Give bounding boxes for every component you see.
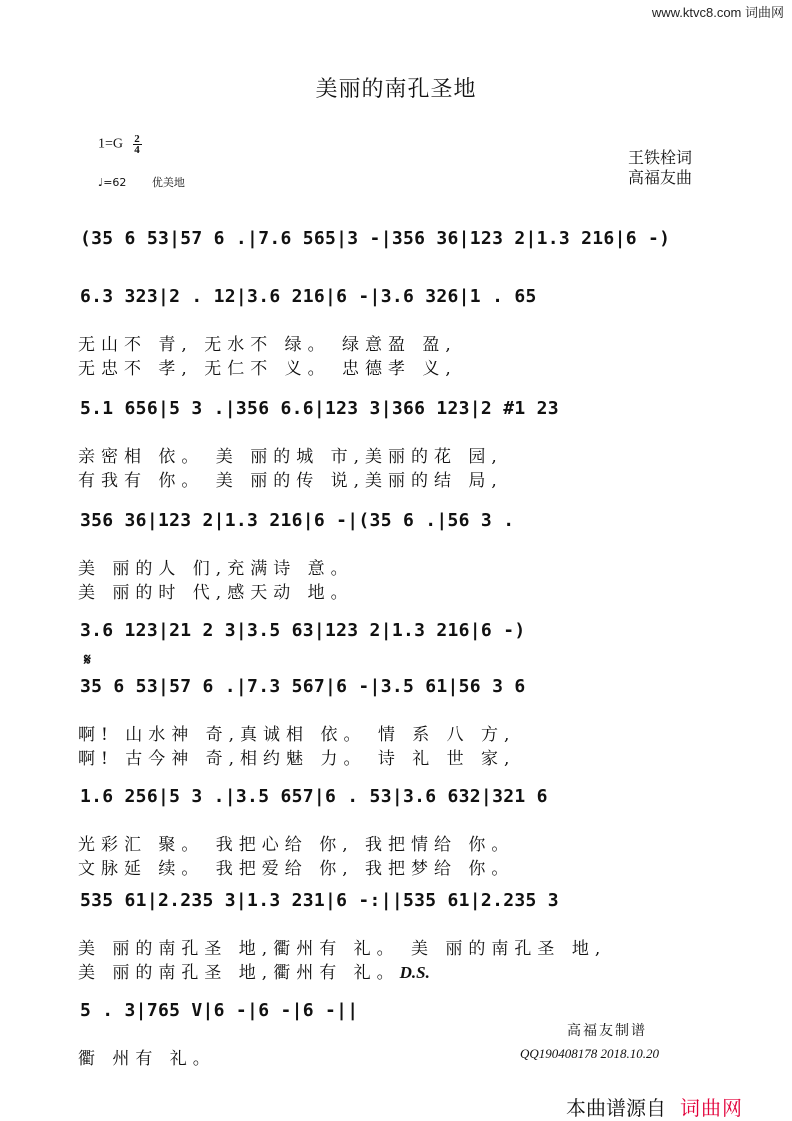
lyric-line-1: 啊! 山水神 奇,真诚相 依。 情 系 八 方, [78, 725, 516, 745]
composer: 高福友曲 [628, 168, 693, 187]
lyric-line-2: 啊! 古今神 奇,相约魅 力。 诗 礼 世 家, [78, 749, 516, 769]
key-signature [98, 134, 142, 155]
lyric-line-2: 美 丽的南孔圣 地,衢州有 礼。D.S. [78, 963, 430, 983]
time-bottom: 4 [134, 144, 140, 156]
lyric-line-1: 美 丽的南孔圣 地,衢州有 礼。 美 丽的南孔圣 地, [78, 939, 607, 959]
lyric-line-2: 有我有 你。 美 丽的传 说,美丽的结 局, [78, 471, 503, 491]
lyric-line-1: 美 丽的人 们,充满诗 意。 [78, 559, 354, 579]
credits [628, 148, 692, 188]
arranger-credit: 高福友制谱 [567, 1023, 647, 1039]
notation-line: 1.6 256|5 3 .|3.5 657|6 . 53|3.6 632|321 6 [80, 786, 548, 807]
segno-icon: 𝄋 [84, 650, 91, 669]
notation-line: 356 36|123 2|1.3 216|6 -|(35 6 .|56 3 . [80, 510, 515, 531]
lyric-line-1: 亲密相 依。 美 丽的城 市,美丽的花 园, [78, 447, 503, 467]
tempo-value: ♩=62 [98, 176, 127, 189]
notation-line: (35 6 53|57 6 .|7.6 565|3 -|356 36|123 2|1.3 216|6 -) [80, 228, 671, 249]
lyric-line-1: 无山不 青, 无水不 绿。 绿意盈 盈, [78, 335, 457, 355]
notation-line: 5 . 3|765 V|6 -|6 -|6 -|| [80, 1000, 359, 1021]
watermark: www.ktvc8.com 词曲网 [651, 5, 784, 20]
notation-line: 35 6 53|57 6 .|7.3 567|6 -|3.5 61|56 3 6 [80, 676, 526, 697]
lyric-line-2: 文脉延 续。 我把爱给 你, 我把梦给 你。 [78, 859, 515, 879]
lyricist: 王铁栓词 [628, 148, 693, 167]
key-label: 1=G [98, 136, 124, 152]
ds-marking: D.S. [399, 963, 430, 982]
lyric-line-2: 无忠不 孝, 无仁不 义。 忠德孝 义, [78, 359, 457, 379]
notation-line: 6.3 323|2 . 12|3.6 216|6 -|3.6 326|1 . 65 [80, 286, 537, 307]
footer-info: QQ190408178 2018.10.20 [520, 1046, 660, 1061]
lyric-line-1: 光彩汇 聚。 我把心给 你, 我把情给 你。 [78, 835, 515, 855]
page-title: 美丽的南孔圣地 [315, 77, 477, 102]
time-top: 2 [134, 133, 140, 145]
expression-marking: 优美地 [151, 176, 185, 189]
time-signature [133, 134, 142, 155]
lyric-line-2: 美 丽的时 代,感天动 地。 [78, 583, 354, 603]
notation-line: 5.1 656|5 3 .|356 6.6|123 3|366 123|2 #1 23 [80, 398, 559, 419]
notation-line: 3.6 123|21 2 3|3.5 63|123 2|1.3 216|6 -) [80, 620, 526, 641]
source-brand: 词曲网 [680, 1096, 743, 1120]
source-credit [566, 1092, 743, 1121]
tempo-marking [98, 174, 185, 190]
lyric-line-1: 衢 州有 礼。 [78, 1049, 216, 1069]
notation-line: 535 61|2.235 3|1.3 231|6 -:||535 61|2.235 3 [80, 890, 559, 911]
source-label: 本曲谱源自 [566, 1096, 666, 1120]
